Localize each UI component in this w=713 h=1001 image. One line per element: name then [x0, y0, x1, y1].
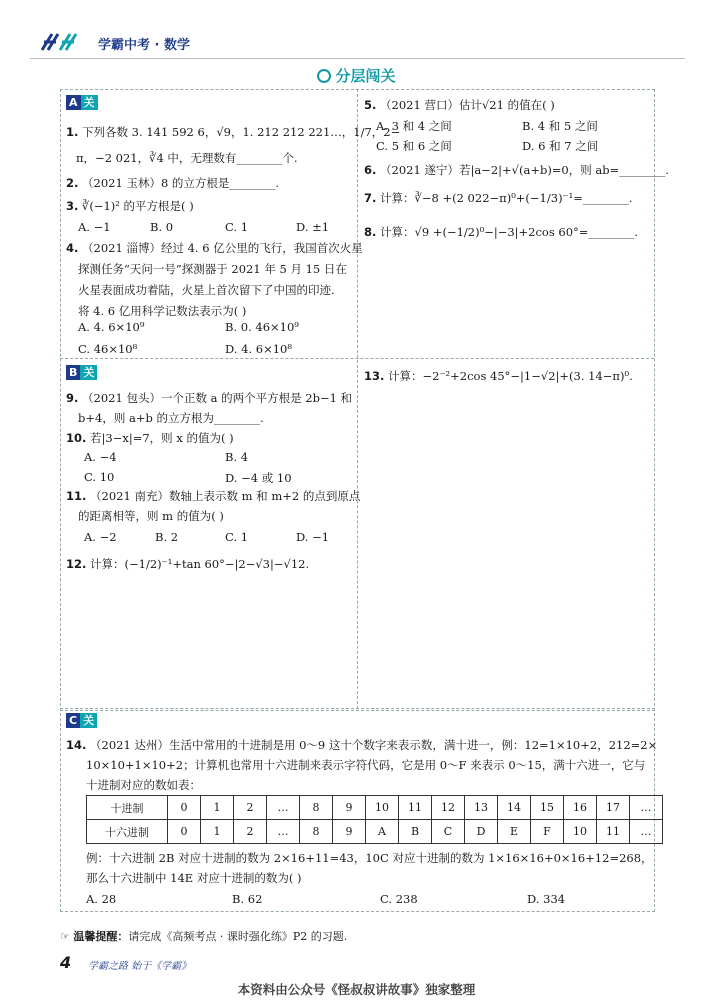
- q3-option-c: C. 1: [225, 220, 249, 234]
- table-cell: …: [267, 820, 300, 844]
- table-cell: 8: [300, 796, 333, 820]
- question-10: 10. 若|3−x|=7，则 x 的值为( ): [66, 431, 234, 445]
- q4-option-d: D. 4. 6×10⁸: [225, 342, 292, 356]
- table-cell: 1: [201, 820, 234, 844]
- q14-option-b: B. 62: [232, 892, 263, 906]
- question-5: 5. （2021 营口）估计√21 的值在( ): [364, 98, 555, 112]
- q14-option-c: C. 238: [380, 892, 418, 906]
- table-cell: 13: [465, 796, 498, 820]
- question-1: 1. 下列各数 3. 141 592 6，√9，1. 212 212 221…，1/7，2−: [66, 125, 401, 139]
- question-12: 12. 计算：(−1/2)⁻¹+tan 60°−|2−√3|−√12.: [66, 557, 310, 571]
- q5-option-a: A. 3 和 4 之间: [376, 119, 452, 133]
- q4-option-c: C. 46×10⁸: [78, 342, 138, 356]
- question-3: 3. ∛(−1)² 的平方根是( ): [66, 199, 194, 213]
- q4-option-a: A. 4. 6×10⁹: [78, 320, 145, 334]
- table-cell: 10: [366, 796, 399, 820]
- table-cell: 9: [333, 796, 366, 820]
- section-title: 分层闯关: [0, 65, 713, 86]
- table-cell: 0: [168, 796, 201, 820]
- row-label-decimal: 十进制: [87, 796, 168, 820]
- question-7: 7. 计算：∛−8 +(2 022−π)⁰+(−1/3)⁻¹=________.: [364, 191, 633, 205]
- table-cell: 12: [432, 796, 465, 820]
- row-label-hex: 十六进制: [87, 820, 168, 844]
- q10-option-b: B. 4: [225, 450, 249, 464]
- table-cell: F: [531, 820, 564, 844]
- brand-logo-icon: [38, 30, 88, 54]
- table-cell: 17: [597, 796, 630, 820]
- q10-option-d: D. −4 或 10: [225, 471, 292, 485]
- table-cell: 16: [564, 796, 597, 820]
- q11-option-c: C. 1: [225, 530, 249, 544]
- table-cell: A: [366, 820, 399, 844]
- q5-option-d: D. 6 和 7 之间: [522, 139, 599, 153]
- table-cell: 14: [498, 796, 531, 820]
- table-cell: E: [498, 820, 531, 844]
- q14-option-d: D. 334: [527, 892, 566, 906]
- table-cell: …: [630, 820, 663, 844]
- question-4: 4. （2021 淄博）经过 4. 6 亿公里的飞行，我国首次火星: [66, 241, 363, 255]
- q3-option-d: D. ±1: [296, 220, 330, 234]
- question-6: 6. （2021 遂宁）若|a−2|+√(a+b)=0，则 ab=________.: [364, 163, 669, 177]
- table-cell: 11: [399, 796, 432, 820]
- question-2: 2. （2021 玉林）8 的立方根是________.: [66, 176, 280, 190]
- base-conversion-table: [86, 795, 663, 844]
- q4-option-b: B. 0. 46×10⁹: [225, 320, 299, 334]
- q11-option-d: D. −1: [296, 530, 330, 544]
- q5-option-c: C. 5 和 6 之间: [376, 139, 452, 153]
- level-a-tag: A 关: [66, 95, 98, 110]
- q3-option-b: B. 0: [150, 220, 174, 234]
- q10-option-a: A. −4: [84, 450, 117, 464]
- table-cell: 2: [234, 820, 267, 844]
- row-divider: [60, 358, 654, 359]
- table-cell: 9: [333, 820, 366, 844]
- table-row-hex: [87, 820, 663, 844]
- footer-slogan: 学霸之路 始于《学霸》: [88, 961, 192, 972]
- table-cell: 10: [564, 820, 597, 844]
- question-8: 8. 计算：√9 +(−1/2)⁰−|−3|+2cos 60°=________.: [364, 225, 639, 239]
- question-1-line2: π，−2 021，∛4 中，无理数有________个.: [76, 151, 298, 165]
- pointing-hand-icon: ☞: [60, 930, 70, 943]
- question-13: 13. 计算：−2⁻²+2cos 45°−|1−√2|+(3. 14−π)⁰.: [364, 369, 633, 383]
- header-divider: [30, 58, 685, 59]
- table-cell: D: [465, 820, 498, 844]
- table-cell: 2: [234, 796, 267, 820]
- q10-option-c: C. 10: [84, 470, 115, 484]
- question-9: 9. （2021 包头）一个正数 a 的两个平方根是 2b−1 和: [66, 391, 353, 405]
- header-title: 学霸中考 · 数学: [98, 38, 190, 53]
- q11-line2: 的距离相等，则 m 的值为( ): [78, 509, 224, 523]
- table-cell: …: [630, 796, 663, 820]
- table-cell: 11: [597, 820, 630, 844]
- section-icon: [317, 69, 331, 83]
- q14-line2: 10×10+1×10+2；计算机也常用十六进制来表示字符代码，它是用 0～F 来表示 0～15，满十六进一，它与: [86, 758, 646, 772]
- table-cell: B: [399, 820, 432, 844]
- q3-option-a: A. −1: [78, 220, 111, 234]
- q11-option-a: A. −2: [84, 530, 117, 544]
- reminder-note: ☞ 温馨提醒：请完成《高频考点 · 课时强化练》P2 的习题.: [60, 930, 348, 943]
- table-row-decimal: [87, 796, 663, 820]
- q11-option-b: B. 2: [155, 530, 179, 544]
- table-cell: 15: [531, 796, 564, 820]
- footer-credit: 本资料由公众号《怪叔叔讲故事》独家整理: [237, 982, 476, 997]
- q9-line2: b+4，则 a+b 的立方根为________.: [78, 411, 264, 425]
- table-cell: C: [432, 820, 465, 844]
- q5-option-b: B. 4 和 5 之间: [522, 119, 598, 133]
- q14-option-a: A. 28: [86, 892, 117, 906]
- q14-line3: 十进制对应的数如表：: [86, 778, 201, 792]
- level-c-tag: C 关: [66, 713, 97, 728]
- level-b-tag: B 关: [66, 365, 97, 380]
- q4-line2: 探测任务“天问一号”探测器于 2021 年 5 月 15 日在: [78, 262, 347, 276]
- question-11: 11. （2021 南充）数轴上表示数 m 和 m+2 的点到原点: [66, 489, 361, 503]
- table-cell: 0: [168, 820, 201, 844]
- table-cell: 8: [300, 820, 333, 844]
- q14-example: 例：十六进制 2B 对应十进制的数为 2×16+11=43，10C 对应十进制的数为 1×16×16+0×16+12=268，: [86, 851, 653, 865]
- q14-question: 那么十六进制中 14E 对应十进制的数为( ): [86, 871, 302, 885]
- q4-line3: 火星表面成功着陆，火星上首次留下了中国的印迹.: [78, 283, 335, 297]
- question-14: 14. （2021 达州）生活中常用的十进制是用 0～9 这十个数字来表示数，满十进一，例：12=1×10+2，212=2×: [66, 738, 658, 752]
- column-divider: [357, 89, 358, 709]
- table-cell: 1: [201, 796, 234, 820]
- page-number: 4: [60, 953, 72, 972]
- table-cell: …: [267, 796, 300, 820]
- q4-line4: 将 4. 6 亿用科学记数法表示为( ): [78, 304, 247, 318]
